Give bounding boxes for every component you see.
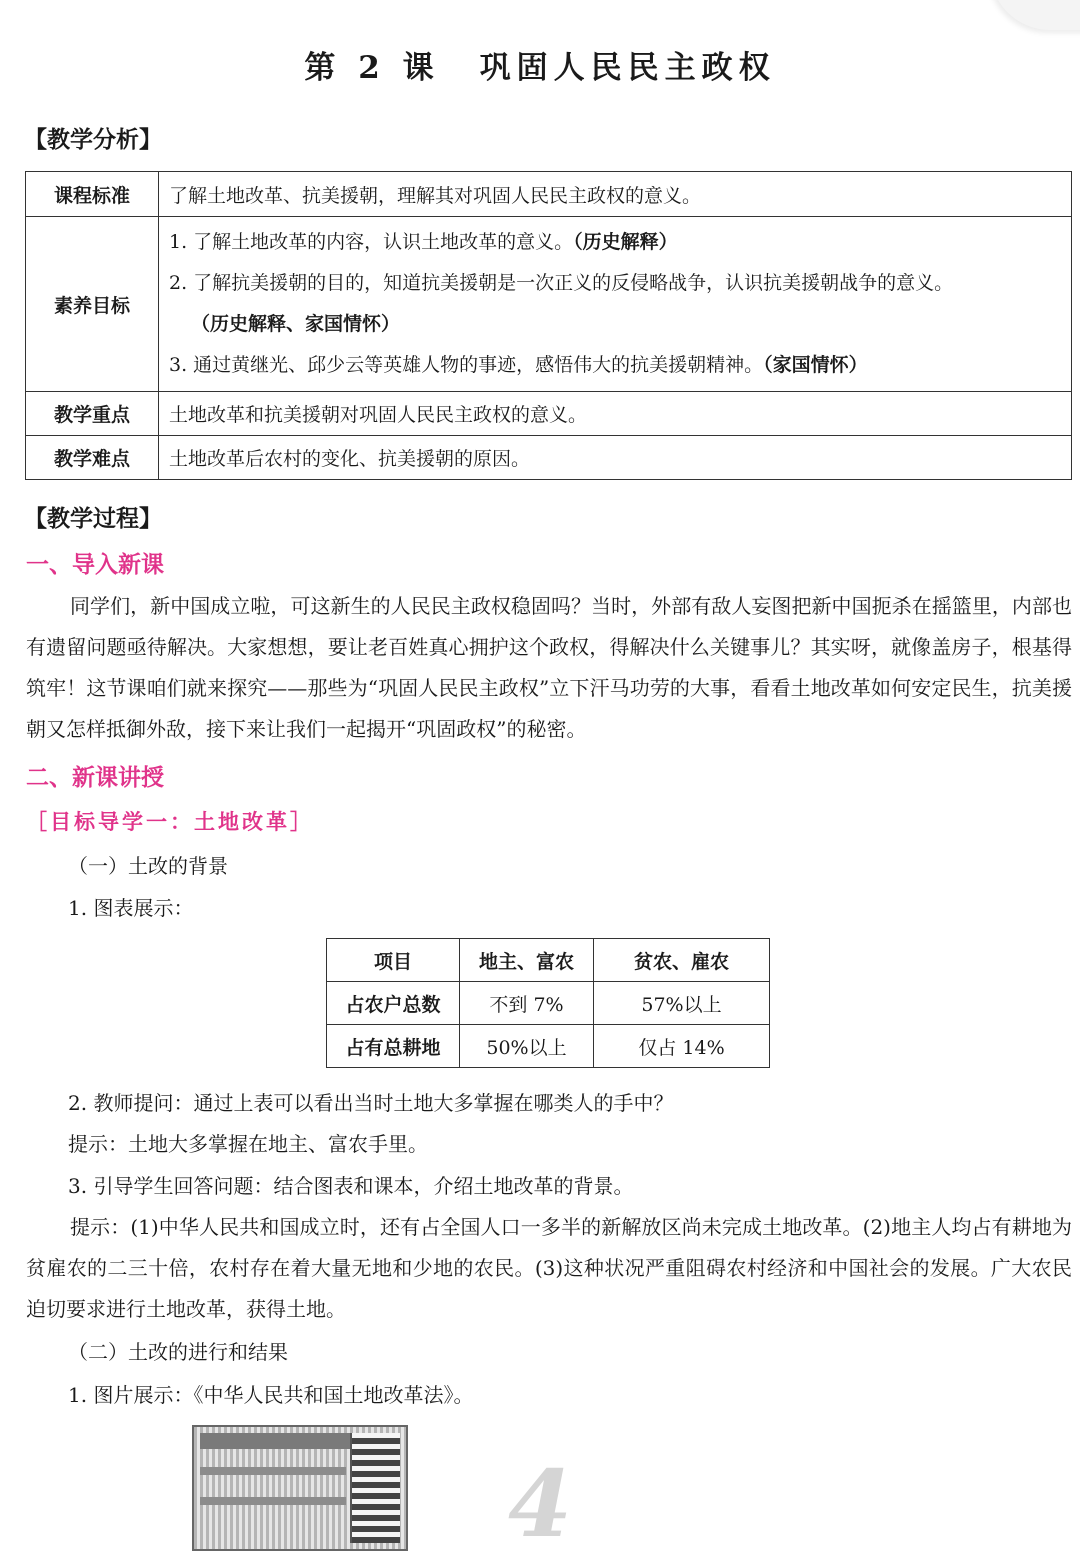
table-row: [327, 1025, 770, 1068]
goal-2-tag: （历史解释、家国情怀）: [191, 313, 401, 335]
goal-2: 2. 了解抗美援朝的目的，知道抗美援朝是一次正义的反侵略战争，认识抗美援朝战争的意义。: [169, 272, 954, 294]
table-row: [26, 172, 1072, 217]
hint-answer: 提示：土地大多掌握在地主、富农手里。: [68, 1132, 428, 1156]
land-reform-law-newspaper-image: [192, 1425, 408, 1551]
table-row: [327, 982, 770, 1025]
subsection-background: （一）土改的背景: [68, 854, 228, 878]
table-row: [26, 436, 1072, 480]
land-data-table: [326, 938, 770, 1068]
table-row: [26, 217, 1072, 392]
goal-1: 1. 了解土地改革的内容，认识土地改革的意义。（历史解释）: [169, 231, 678, 253]
item-teacher-question: 2. 教师提问：通过上表可以看出当时土地大多掌握在哪类人的手中？: [68, 1091, 674, 1115]
analysis-table: [25, 171, 1072, 480]
difficulty-text: 土地改革后农村的变化、抗美援朝的原因。: [159, 436, 1072, 480]
table-row: [26, 392, 1072, 436]
table-cell: 占有总耕地: [327, 1025, 460, 1068]
item-guide-question: 3. 引导学生回答问题：结合图表和课本，介绍土地改革的背景。: [68, 1174, 634, 1198]
table-header: 项目: [327, 939, 460, 982]
difficulty-label: 教学难点: [26, 436, 159, 480]
subsection-progress: （二）土改的进行和结果: [68, 1340, 288, 1364]
intro-paragraph: 同学们，新中国成立啦，可这新生的人民民主政权稳固吗？当时，外部有敌人妄图把新中国扼杀在摇篮里，内部也有遗留问题亟待解决。大家想想，要让老百姓真心拥护这个政权，得解决什么关键事儿？其实呀，就像盖房子，根基得筑牢！这节课咱们就来探究——那些为“巩固人民民主政权”立下汗马功劳的大事，看看土地改革如何安定民生，抗美援朝又怎样抵御外敌，接下来让我们一起揭开“巩固政权”的秘密。: [26, 594, 1072, 741]
table-cell: 不到 7%: [460, 982, 594, 1025]
item-image-display: 1. 图片展示：《中华人民共和国土地改革法》。: [68, 1383, 474, 1407]
key-label: 教学重点: [26, 392, 159, 436]
standard-label: 课程标准: [26, 172, 159, 217]
goals-cell: [159, 217, 1072, 392]
table-row: [327, 939, 770, 982]
page-number: 4: [508, 1450, 573, 1558]
table-cell: 57%以上: [594, 982, 770, 1025]
table-cell: 占农户总数: [327, 982, 460, 1025]
goals-label: 素养目标: [26, 217, 159, 392]
process-heading: 【教学过程】: [24, 506, 162, 532]
lecture-heading: 二、新课讲授: [26, 765, 164, 791]
page-corner-decoration: [990, 0, 1080, 30]
goal-3: 3. 通过黄继光、邱少云等英雄人物的事迹，感悟伟大的抗美援朝精神。（家国情怀）: [169, 354, 868, 376]
intro-heading: 一、导入新课: [26, 552, 164, 578]
lesson-name: 巩固人民民主政权: [479, 50, 776, 86]
page-title: [0, 42, 1080, 87]
table-header: 地主、富农: [460, 939, 594, 982]
table-cell: 50%以上: [460, 1025, 594, 1068]
lesson-number: 第 2 课: [304, 50, 440, 86]
hint-background-paragraph: 提示：(1)中华人民共和国成立时，还有占全国人口一多半的新解放区尚未完成土地改革。(2)地主人均占有耕地为贫雇农的二三十倍，农村存在着大量无地和少地的农民。(3)这种状况严重阻碍农村经济和中国社会的发展。广大农民迫切要求进行土地改革，获得土地。: [26, 1215, 1072, 1321]
table-header: 贫农、雇农: [594, 939, 770, 982]
key-text: 土地改革和抗美援朝对巩固人民民主政权的意义。: [159, 392, 1072, 436]
analysis-heading: 【教学分析】: [24, 127, 162, 153]
table-cell: 仅占 14%: [594, 1025, 770, 1068]
item-chart-display: 1. 图表展示：: [68, 896, 194, 920]
goal-guide-tag: ［目标导学一：土地改革］: [26, 809, 314, 834]
standard-text: 了解土地改革、抗美援朝，理解其对巩固人民民主政权的意义。: [159, 172, 1072, 217]
